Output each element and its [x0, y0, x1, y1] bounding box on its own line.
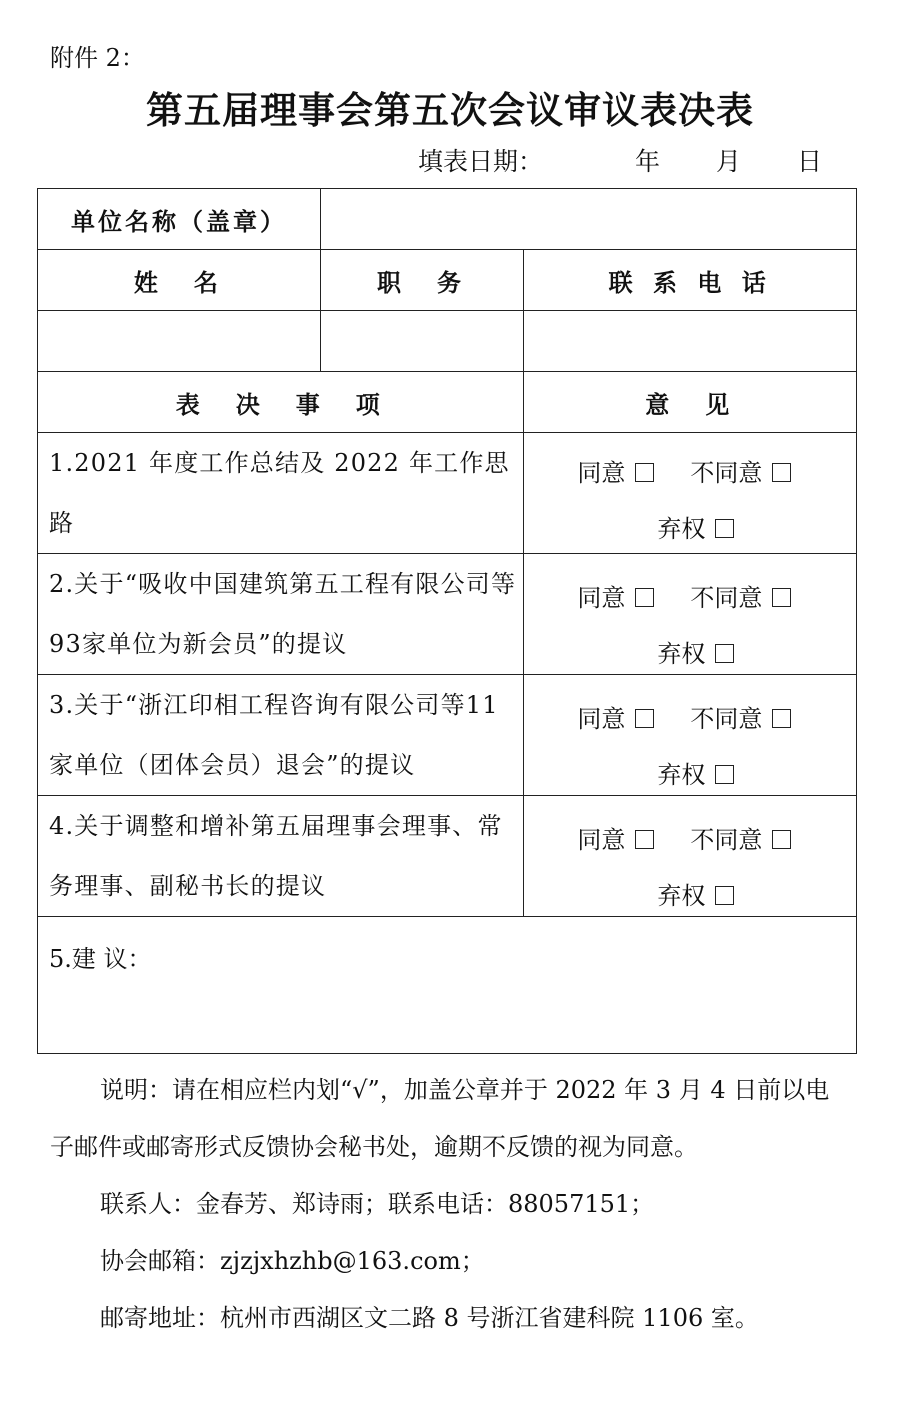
date-day-label: 日 [797, 147, 823, 176]
name-column-header: 姓 名 [38, 250, 321, 311]
email-note: 协会邮箱：zjzjxhzhb@163.com； [100, 1247, 485, 1275]
suggestion-field[interactable] [38, 917, 857, 1054]
fill-date-line [418, 142, 822, 178]
abstain-label: 弃权 [657, 761, 706, 789]
agree-checkbox[interactable] [635, 463, 654, 482]
abstain-label: 弃权 [657, 882, 706, 910]
opinion-cell [524, 796, 857, 917]
contact-note: 联系人：金春芳、郑诗雨；联系电话：88057151； [100, 1190, 655, 1218]
agree-label: 同意 [577, 705, 626, 733]
suggestion-label: 5.建 议： [49, 945, 152, 973]
agree-option[interactable] [577, 578, 654, 613]
name-field[interactable] [38, 311, 321, 372]
table-row [38, 675, 857, 796]
phone-field[interactable] [524, 311, 857, 372]
abstain-checkbox[interactable] [715, 519, 734, 538]
disagree-option[interactable] [690, 453, 791, 488]
unit-name-label: 单位名称（盖章） [38, 189, 321, 250]
page-title: 第五届理事会第五次会议审议表决表 [146, 88, 754, 132]
agree-option[interactable] [577, 453, 654, 488]
abstain-option[interactable] [657, 876, 734, 911]
disagree-checkbox[interactable] [772, 588, 791, 607]
disagree-checkbox[interactable] [772, 463, 791, 482]
disagree-checkbox[interactable] [772, 830, 791, 849]
disagree-option[interactable] [690, 699, 791, 734]
abstain-checkbox[interactable] [715, 644, 734, 663]
abstain-label: 弃权 [657, 640, 706, 668]
table-row [38, 796, 857, 917]
attachment-label: 附件 2： [50, 44, 145, 72]
unit-name-field[interactable] [320, 189, 856, 250]
abstain-option[interactable] [657, 634, 734, 669]
disagree-label: 不同意 [690, 584, 763, 612]
opinion-cell [524, 675, 857, 796]
table-row [38, 433, 857, 554]
vote-item-4: 4.关于调整和增补第五届理事会理事、常务理事、副秘书长的提议 [38, 796, 524, 917]
agree-label: 同意 [577, 826, 626, 854]
notes-section [50, 1062, 850, 1347]
disagree-label: 不同意 [690, 705, 763, 733]
agree-checkbox[interactable] [635, 709, 654, 728]
opinion-cell [524, 554, 857, 675]
address-note: 邮寄地址：杭州市西湖区文二路 8 号浙江省建科院 1106 室。 [100, 1304, 759, 1332]
position-field[interactable] [320, 311, 524, 372]
fill-date-label: 填表日期： [418, 147, 544, 176]
agree-option[interactable] [577, 699, 654, 734]
abstain-checkbox[interactable] [715, 765, 734, 784]
agree-label: 同意 [577, 459, 626, 487]
disagree-label: 不同意 [690, 826, 763, 854]
opinion-header: 意 见 [524, 372, 857, 433]
disagree-label: 不同意 [690, 459, 763, 487]
agree-checkbox[interactable] [635, 830, 654, 849]
items-header: 表 决 事 项 [38, 372, 524, 433]
position-column-header: 职 务 [320, 250, 524, 311]
disagree-checkbox[interactable] [772, 709, 791, 728]
opinion-cell [524, 433, 857, 554]
abstain-checkbox[interactable] [715, 886, 734, 905]
table-row [38, 554, 857, 675]
date-year-label: 年 [635, 147, 661, 176]
vote-item-1: 1.2021 年度工作总结及 2022 年工作思路 [38, 433, 524, 554]
vote-item-3: 3.关于“浙江印相工程咨询有限公司等11家单位（团体会员）退会”的提议 [38, 675, 524, 796]
abstain-label: 弃权 [657, 515, 706, 543]
ballot-table [37, 188, 857, 1054]
agree-option[interactable] [577, 820, 654, 855]
date-month-label: 月 [716, 147, 742, 176]
disagree-option[interactable] [690, 820, 791, 855]
phone-column-header: 联 系 电 话 [524, 250, 857, 311]
instruction-note: 说明：请在相应栏内划“√”，加盖公章并于 2022 年 3 月 4 日前以电子邮件或邮寄形式反馈协会秘书处，逾期不反馈的视为同意。 [50, 1076, 830, 1161]
disagree-option[interactable] [690, 578, 791, 613]
abstain-option[interactable] [657, 509, 734, 544]
agree-checkbox[interactable] [635, 588, 654, 607]
vote-item-2: 2.关于“吸收中国建筑第五工程有限公司等93家单位为新会员”的提议 [38, 554, 524, 675]
abstain-option[interactable] [657, 755, 734, 790]
agree-label: 同意 [577, 584, 626, 612]
